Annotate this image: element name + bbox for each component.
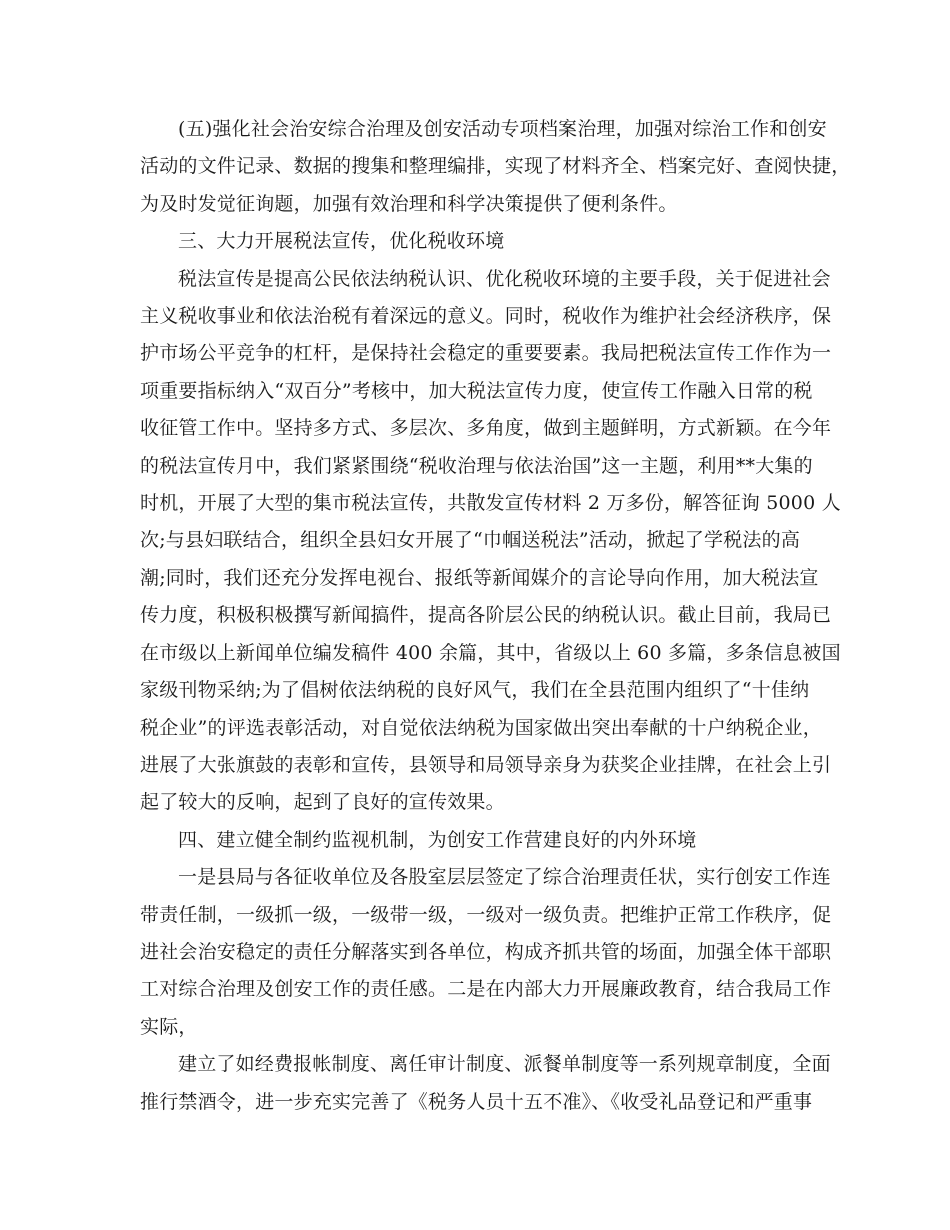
document-body — [140, 111, 851, 1121]
paragraph-archive-management — [140, 111, 851, 223]
text-line: (五)强化社会治安综合治理及创安活动专项档案治理，加强对综治工作和创安 — [178, 118, 827, 140]
text-line: 主义税收事业和依法治税有着深远的意义。同时，税收作为维护社会经济秩序，保 — [140, 305, 832, 328]
paragraph-responsibility-system — [140, 859, 832, 1046]
section-heading-supervision-mechanism — [140, 822, 820, 859]
text-line: 一是县局与各征收单位及各股室层层签定了综合治理责任状，实行创安工作连 — [178, 866, 831, 889]
text-line: 工对综合治理及创安工作的责任感。二是在内部大力开展廉政教育，结合我局工作 — [140, 978, 832, 1001]
text-line: 的税法宣传月中，我们紧紧围绕“税收治理与依法治国”这一主题，利用**大集的 — [140, 454, 813, 477]
text-line: 传力度，积极积极撰写新闻搞件，提高各阶层公民的纳税认识。截止目前，我局已 — [140, 604, 832, 627]
text-line: 实际， — [140, 1015, 198, 1038]
text-line: 起了较大的反响，起到了良好的宣传效果。 — [140, 791, 505, 814]
text-line: 税法宣传是提高公民依法纳税认识、优化税收环境的主要手段，关于促进社会 — [178, 267, 831, 290]
heading-text: 三、大力开展税法宣传，优化税收环境 — [178, 230, 505, 253]
text-line: 时机，开展了大型的集市税法宣传，共散发宣传材料 2 万多份，解答征询 5000 人 — [140, 492, 841, 515]
text-line: 次;与县妇联结合，组织全县妇女开展了“巾帼送税法”活动，掀起了学税法的高 — [140, 529, 801, 552]
text-line: 家级刊物采纳;为了倡树依法纳税的良好风气，我们在全县范围内组织了“十佳纳 — [140, 679, 810, 702]
section-heading-tax-law-publicity — [140, 223, 820, 260]
text-line: 护市场公平竞争的杠杆，是保持社会稳定的重要要素。我局把税法宣传工作作为一 — [140, 342, 832, 365]
text-line: 进展了大张旗鼓的表彰和宣传，县领导和局领导亲身为获奖企业挂牌，在社会上引 — [140, 753, 832, 776]
text-line: 建立了如经费报帐制度、离任审计制度、派餐单制度等一系列规章制度，全面 — [178, 1053, 831, 1076]
text-line: 活动的文件记录、数据的搜集和整理编排，实现了材料齐全、档案完好、查阅快捷， — [140, 155, 851, 178]
text-line: 带责任制，一级抓一级，一级带一级，一级对一级负责。把维护正常工作秩序，促 — [140, 903, 832, 926]
heading-text: 四、建立健全制约监视机制，为创安工作营建良好的内外环境 — [178, 828, 697, 851]
text-line: 项重要指标纳入“双百分”考核中，加大税法宣传力度，使宣传工作融入日常的税 — [140, 379, 813, 402]
text-line: 收征管工作中。坚持多方式、多层次、多角度，做到主题鲜明，方式新颖。在今年 — [140, 417, 832, 440]
text-line: 在市级以上新闻单位编发稿件 400 余篇，其中，省级以上 60 多篇，多条信息被国 — [140, 641, 841, 664]
text-line: 进社会治安稳定的责任分解落实到各单位，构成齐抓共管的场面，加强全体干部职 — [140, 940, 832, 963]
text-line: 税企业”的评选表彰活动，对自觉依法纳税为国家做出突出奉献的十户纳税企业， — [140, 716, 822, 739]
text-line: 推行禁酒令，进一步充实完善了《税务人员十五不准》、《收受礼品登记和严重事 — [140, 1090, 813, 1113]
text-line: 潮;同时，我们还充分发挥电视台、报纸等新闻媒介的言论导向作用，加大税法宣 — [140, 566, 819, 589]
paragraph-tax-law-publicity — [140, 261, 841, 822]
text-line: 为及时发觉征询题，加强有效治理和科学决策提供了便利条件。 — [140, 192, 678, 215]
paragraph-regulations — [140, 1046, 831, 1121]
